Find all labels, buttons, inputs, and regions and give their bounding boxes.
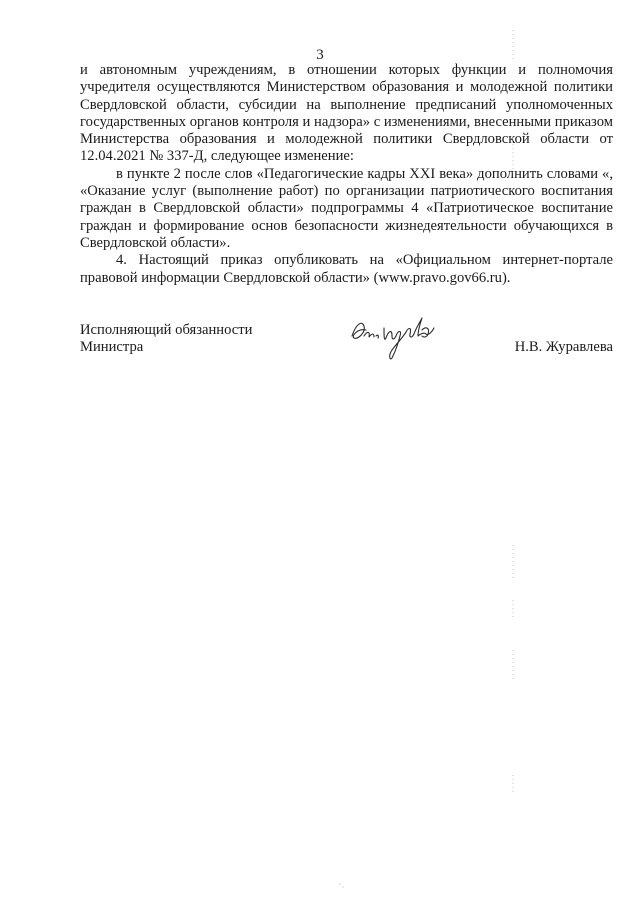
page-number: 3 [316,47,324,63]
handwritten-signature [348,306,440,362]
signatory-title-line-1: Исполняющий обязанности [80,322,253,338]
paragraph-continuation: и автономным учреждениям, в отношении которых функции и полномочия учредителя осуществляются Министерством образования и молодежной политики Свердловской области, субсидии на выполнение предписаний уполномоченных государственных органов контроля и надзора» с изменениями, внесенными приказом Министерства образования и молодежной политики Свердловской области от 12.04.2021 № 337-Д, следующее изменение: [80,62,613,165]
paragraph-amendment: в пункте 2 после слов «Педагогические кадры XXI века» дополнить словами «, «Оказание услуг (выполнение работ) по организации патриотического воспитания граждан в Свердловской области» подпрограммы 4 «Патриотическое воспитание граждан и формирование основ безопасности жизнедеятельности обучающихся в Свердловской области». [80,165,613,251]
signatory-name: Н.В. Журавлева [514,339,613,355]
signatory-title-line-2: Министра [80,339,144,356]
body-text [80,62,613,287]
signatory-title [80,322,252,357]
paragraph-publication: 4. Настоящий приказ опубликовать на «Официальном интернет-портале правовой информации Свердловской области» (www.pravo.gov66.ru). [80,252,613,286]
signature-block [80,322,613,382]
